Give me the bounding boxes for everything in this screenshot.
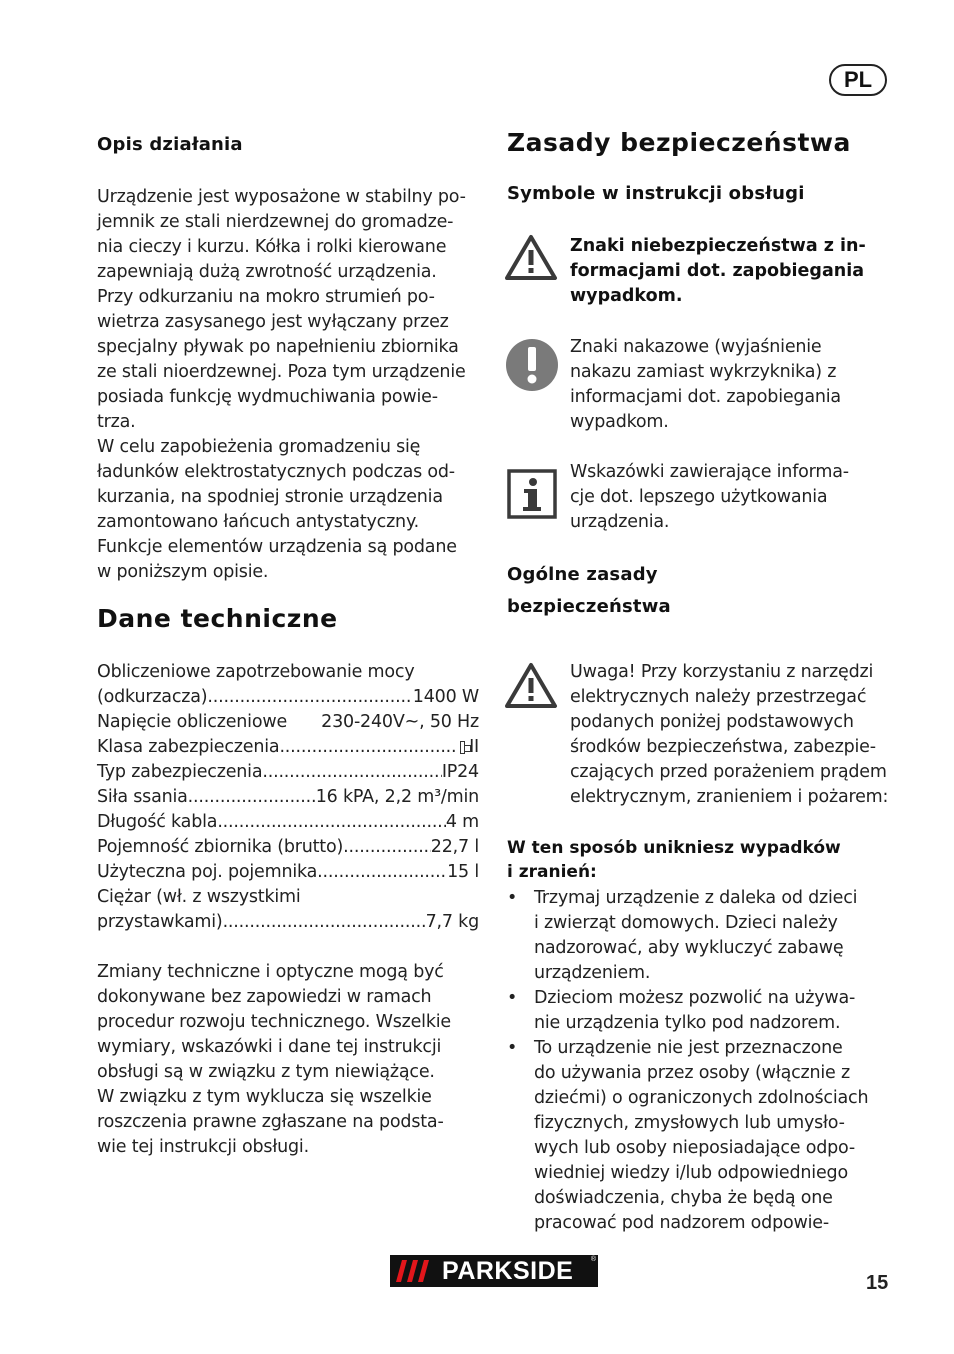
text-line: nakazu zamiast wykrzyknika) z xyxy=(570,362,837,382)
spec-value: 16 kPA, 2,2 m³/min xyxy=(315,787,479,807)
symbole-heading: Symbole w instrukcji obsługi xyxy=(507,183,805,204)
text-line: specjalny pływak po napełnieniu zbiornika xyxy=(97,337,459,357)
spec-value: 4 m xyxy=(445,812,479,832)
text-line: W związku z tym wyklucza się wszelkie xyxy=(97,1087,432,1107)
spec-row xyxy=(97,760,479,785)
spec-label: Siła ssania xyxy=(97,787,188,807)
spec-label: przystawkami) xyxy=(97,912,223,932)
text-line: wie tej instrukcji obsługi. xyxy=(97,1137,309,1157)
spec-value: IP24 xyxy=(441,762,479,782)
text-line: elektrycznych należy przestrzegać xyxy=(570,687,867,707)
text-line: do używania przez osoby (włącznie z xyxy=(534,1063,850,1083)
text-line: Wskazówki zawierające informa- xyxy=(570,462,849,482)
spec-value: 230-240V~, 50 Hz xyxy=(321,712,479,732)
spec-list xyxy=(97,660,479,935)
text-line: nia cieczy i kurzu. Kółka i rolki kierowane xyxy=(97,237,447,257)
text-line: Przy odkurzaniu na mokro strumień po- xyxy=(97,287,435,307)
text-line: nie urządzenia tylko pod nadzorem. xyxy=(534,1013,841,1033)
text-line: doświadczenia, chyba że będą one xyxy=(534,1188,833,1208)
heading-line: Ogólne zasady xyxy=(507,564,658,585)
text-line: podanych poniżej podstawowych xyxy=(570,712,854,732)
text-line: w poniższym opisie. xyxy=(97,562,269,582)
opis-heading: Opis działania xyxy=(97,134,243,155)
text-line: wypadkom. xyxy=(570,286,683,306)
spec-label: (odkurzacza) xyxy=(97,687,208,707)
symbol-1-text xyxy=(570,234,866,309)
symbol-2-text xyxy=(570,335,841,435)
text-line: Urządzenie jest wyposażone w stabilny po- xyxy=(97,187,466,207)
text-line: wietrza zasysanego jest wyłączany przez xyxy=(97,312,449,332)
text-line: Dzieciom możesz pozwolić na używa- xyxy=(534,988,856,1008)
registered-mark: ® xyxy=(590,1256,596,1263)
text-line: procedur rozwoju technicznego. Wszelkie xyxy=(97,1012,452,1032)
spec-value: 15 l xyxy=(447,862,479,882)
text-line: informacjami dot. zapobiegania xyxy=(570,387,841,407)
text-line: trza. xyxy=(97,412,136,432)
text-line: czających przed porażeniem prądem xyxy=(570,762,887,782)
zasady-heading: Zasady bezpieczeństwa xyxy=(507,128,851,157)
weight-line: Ciężar (wł. z wszystkimi xyxy=(97,887,301,907)
text-line: dokonywane bez zapowiedzi w ramach xyxy=(97,987,432,1007)
spec-row xyxy=(97,910,479,935)
text-line: To urządzenie nie jest przeznaczone xyxy=(534,1038,843,1058)
list-item xyxy=(507,1036,897,1236)
class-ii-icon xyxy=(460,741,465,754)
text-line: Uwaga! Przy korzystaniu z narzędzi xyxy=(570,662,874,682)
text-line: fizycznych, zmysłowych lub umysło- xyxy=(534,1113,845,1133)
info-icon xyxy=(507,469,557,523)
text-line: wych lub osoby nieposiadające odpo- xyxy=(534,1138,856,1158)
language-badge: PL xyxy=(829,64,887,96)
text-line: Znaki niebezpieczeństwa z in- xyxy=(570,236,866,256)
list-item xyxy=(507,986,897,1036)
text-line: nadzorować, aby wykluczyć zabawę xyxy=(534,938,844,958)
spec-label: Typ zabezpieczenia xyxy=(97,762,263,782)
bullet-marker: • xyxy=(507,1038,518,1058)
text-line: urządzenia. xyxy=(570,512,670,532)
uwaga-paragraph xyxy=(570,660,888,810)
mandatory-sign-icon xyxy=(505,338,559,396)
bullet-marker: • xyxy=(507,888,518,908)
avoid-heading xyxy=(507,836,841,884)
logo-stripes-icon xyxy=(396,1260,438,1282)
ogolne-heading xyxy=(507,559,671,623)
page-number: 15 xyxy=(866,1272,889,1294)
text-line: formacjami dot. zapobiegania xyxy=(570,261,865,281)
text-line: Trzymaj urządzenie z daleka od dzieci xyxy=(534,888,858,908)
text-line: ładunków elektrostatycznych podczas od- xyxy=(97,462,455,482)
opis-paragraph xyxy=(97,185,487,585)
text-line: obsługi są w związku z tym niewiążące. xyxy=(97,1062,435,1082)
spec-intro: Obliczeniowe zapotrzebowanie mocy xyxy=(97,662,415,682)
heading-line: i zranień: xyxy=(507,862,597,882)
brand-name: PARKSIDE xyxy=(442,1257,574,1285)
spec-row xyxy=(97,810,479,835)
text-line: zamontowano łańcuch antystatyczny. xyxy=(97,512,419,532)
heading-line: W ten sposób unikniesz wypadków xyxy=(507,838,841,858)
text-line: Funkcje elementów urządzenia są podane xyxy=(97,537,457,557)
text-line: wiedniej wiedzy i/lub odpowiedniego xyxy=(534,1163,848,1183)
list-item xyxy=(507,886,897,986)
heading-line: bezpieczeństwa xyxy=(507,596,671,617)
spec-row xyxy=(97,785,479,810)
text-line: wypadkom. xyxy=(570,412,669,432)
spec-label: Napięcie obliczeniowe xyxy=(97,712,288,732)
text-line: jemnik ze stali nierdzewnej do gromadze- xyxy=(97,212,454,232)
text-line: Zmiany techniczne i optyczne mogą być xyxy=(97,962,444,982)
text-line: roszczenia prawne zgłaszane na podsta- xyxy=(97,1112,444,1132)
spec-label: Pojemność zbiornika (brutto) xyxy=(97,837,344,857)
changes-paragraph xyxy=(97,960,487,1160)
spec-row xyxy=(97,835,479,860)
text-line: elektrycznym, zranieniem i pożarem: xyxy=(570,787,889,807)
parkside-logo xyxy=(390,1255,598,1287)
text-line: pracować pod nadzorem odpowie- xyxy=(534,1213,829,1233)
text-line: urządzeniem. xyxy=(534,963,651,983)
text-line: dziećmi) o ograniczonych zdolnościach xyxy=(534,1088,869,1108)
text-line: i zwierząt domowych. Dzieci należy xyxy=(534,913,838,933)
spec-value: 1400 W xyxy=(412,687,479,707)
text-line: środków bezpieczeństwa, zabezpie- xyxy=(570,737,876,757)
text-line: zapewniają dużą zwrotność urządzenia. xyxy=(97,262,437,282)
bullet-marker: • xyxy=(507,988,518,1008)
text-line: wymiary, wskazówki i dane tej instrukcji xyxy=(97,1037,442,1057)
text-line: cje dot. lepszego użytkowania xyxy=(570,487,828,507)
spec-value: 22,7 l xyxy=(430,837,479,857)
spec-label: Użyteczna poj. pojemnika xyxy=(97,862,318,882)
symbol-3-text xyxy=(570,460,849,535)
spec-label: Klasa zabezpieczenia xyxy=(97,737,280,757)
spec-value: 7,7 kg xyxy=(425,912,479,932)
spec-value: II xyxy=(469,737,479,757)
text-line: W celu zapobieżenia gromadzeniu się xyxy=(97,437,421,457)
dane-heading: Dane techniczne xyxy=(97,604,338,633)
text-line: Znaki nakazowe (wyjaśnienie xyxy=(570,337,822,357)
safety-bullet-list xyxy=(507,886,897,1236)
spec-row xyxy=(97,860,479,885)
spec-row xyxy=(97,710,479,735)
spec-row xyxy=(97,735,479,760)
warning-triangle-icon xyxy=(504,662,558,714)
spec-row xyxy=(97,685,479,710)
warning-triangle-icon xyxy=(504,234,558,286)
spec-label: Długość kabla xyxy=(97,812,218,832)
text-line: ze stali nioerdzewnej. Poza tym urządzenie xyxy=(97,362,466,382)
text-line: kurzania, na spodniej stronie urządzenia xyxy=(97,487,443,507)
text-line: posiada funkcję wydmuchiwania powie- xyxy=(97,387,438,407)
